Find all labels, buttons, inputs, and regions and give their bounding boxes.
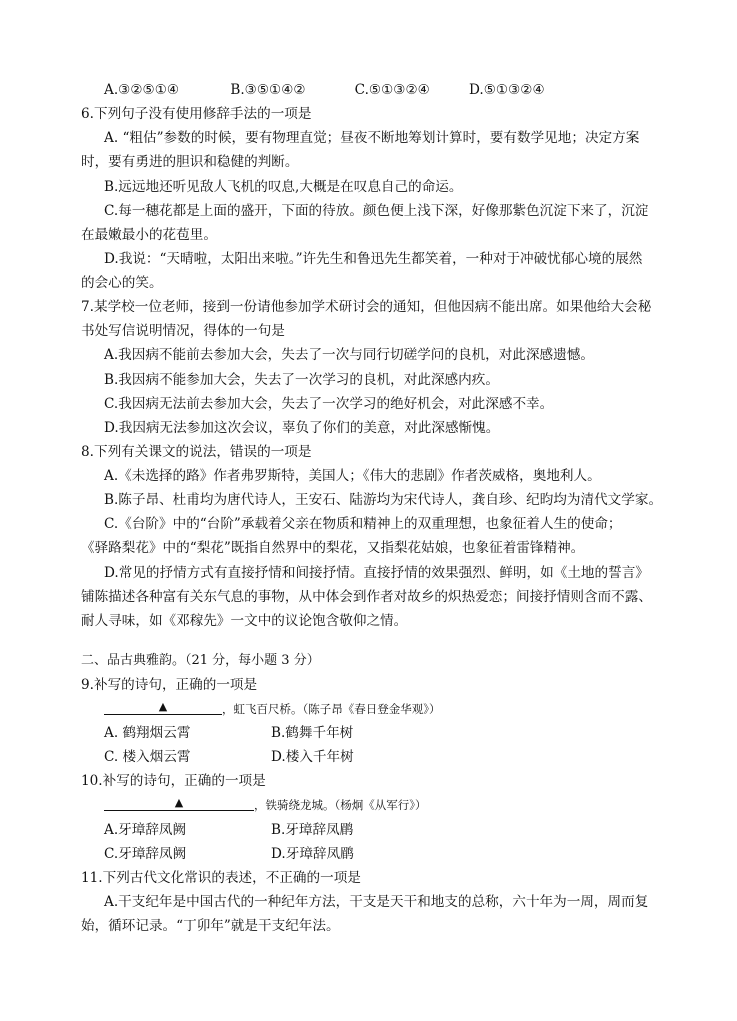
q9-options-row2 xyxy=(104,747,354,767)
q6-option-a-line2: 时，要有勇进的胆识和稳健的判断。 xyxy=(81,154,299,170)
section-2-heading: 二、品古典雅韵。（21 分，每小题 3 分） xyxy=(81,653,320,668)
q7-stem-line2: 书处写信说明情况，得体的一句是 xyxy=(81,323,285,339)
q10-options-row2 xyxy=(104,844,354,864)
q9-options-row1 xyxy=(104,723,353,743)
q8-option-c-line2: 《驿路梨花》中的“梨花”既指自然界中的梨花，又指梨花姑娘，也象征着雷锋精神。 xyxy=(81,540,585,556)
q10-stem: 10.补写的诗句，正确的一项是 xyxy=(81,773,266,789)
q5-option-d: D.⑤①③②④ xyxy=(468,82,545,98)
q10-blank-marker: ▲ xyxy=(174,796,184,809)
q7-option-c: C.我因病无法前去参加大会，失去了一次学习的绝好机会，对此深感不幸。 xyxy=(104,396,554,412)
q10-verse-tail: ，铁骑绕龙城。（杨炯《从军行》） xyxy=(254,798,427,812)
q8-option-d-line1: D.常见的抒情方式有直接抒情和间接抒情。直接抒情的效果强烈、鲜明，如《土地的誓言》 xyxy=(104,565,649,581)
q7-stem-line1: 7.某学校一位老师，接到一份请他参加学术研讨会的通知，但他因病不能出席。如果他给大会秘 xyxy=(81,299,652,315)
q6-option-a-line1: A. “粗估”参数的时候，要有物理直觉；昼夜不断地筹划计算时，要有数学见地；决定方案 xyxy=(104,130,640,146)
q11-option-a-line2: 始，循环记录。“丁卯年”就是干支纪年法。 xyxy=(81,918,340,934)
q10-options-row1 xyxy=(104,820,353,840)
q9-blank-marker: ▲ xyxy=(158,700,168,713)
q10-option-a: A.牙璋辞凤阙 xyxy=(104,822,187,838)
q11-stem: 11.下列古代文化常识的表述，不正确的一项是 xyxy=(81,870,361,886)
q5-option-c: C.⑤①③②④ xyxy=(354,82,430,98)
q7-option-b: B.我因病不能参加大会，失去了一次学习的良机，对此深感内疚。 xyxy=(104,372,499,388)
q8-option-a: A.《未选择的路》作者弗罗斯特，美国人；《伟大的悲剧》作者茨威格，奥地利人。 xyxy=(104,468,601,484)
q10-option-c: C.牙璋辞凤阙 xyxy=(104,846,187,862)
q10-option-b: B.牙璋辞凤鹛 xyxy=(271,822,354,838)
q9-stem: 9.补写的诗句，正确的一项是 xyxy=(81,677,258,693)
q10-answer-blank xyxy=(104,796,254,811)
q8-option-c-line1: C.《台阶》中的“台阶”承载着父亲在物质和精神上的双重理想，也象征着人生的使命； xyxy=(104,516,622,532)
q10-fill-line xyxy=(104,795,427,815)
q11-option-a-line1: A.干支纪年是中国古代的一种纪年方法，干支是天干和地支的总称，六十年为一周，周而复 xyxy=(104,894,649,910)
q8-option-b: B.陈子昂、杜甫均为唐代诗人，王安石、陆游均为宋代诗人，龚自珍、纪昀均为清代文学家。 xyxy=(104,492,663,508)
q9-option-c: C. 楼入烟云霄 xyxy=(104,749,191,765)
q6-option-b: B.远远地还听见敌人飞机的叹息,大概是在叹息自己的命运。 xyxy=(104,179,463,195)
q8-stem: 8.下列有关课文的说法，错误的一项是 xyxy=(81,444,312,460)
q6-stem: 6.下列句子没有使用修辞手法的一项是 xyxy=(81,106,312,122)
q9-option-a: A. 鹤翔烟云霄 xyxy=(104,725,191,741)
q5-options xyxy=(104,80,545,100)
q6-option-d-line2: 的会心的笑。 xyxy=(81,275,163,291)
q6-option-c-line2: 在最嫩最小的花苞里。 xyxy=(81,227,217,243)
q7-option-d: D.我因病无法参加这次会议，辜负了你们的美意，对此深感惭愧。 xyxy=(104,420,500,436)
q7-option-a: A.我因病不能前去参加大会，失去了一次与同行切磋学问的良机，对此深感遗憾。 xyxy=(104,347,594,363)
q5-option-a: A.③②⑤①④ xyxy=(104,82,180,98)
q9-option-b: B.鹤舞千年树 xyxy=(271,725,354,741)
q5-option-b: B.③⑤①④② xyxy=(230,82,306,98)
q9-fill-line xyxy=(104,699,441,719)
q8-option-d-line3: 耐人寻味，如《邓稼先》一文中的议论饱含敬仰之情。 xyxy=(81,613,408,629)
q6-option-c-line1: C.每一穗花都是上面的盛开，下面的待放。颜色便上浅下深，好像那紫色沉淀下来了，沉淀 xyxy=(104,203,649,219)
q9-answer-blank xyxy=(104,700,222,715)
q6-option-d-line1: D.我说：“天晴啦，太阳出来啦。”许先生和鲁迅先生都笑着，一种对于冲破忧郁心境的展然 xyxy=(104,251,643,267)
q9-option-d: D.楼入千年树 xyxy=(271,749,354,765)
q9-verse-tail: ，虹飞百尺桥。（陈子昂《春日登金华观》） xyxy=(222,702,441,716)
q8-option-d-line2: 铺陈描述各种富有关东气息的事物，从中体会到作者对故乡的炽热爱恋；间接抒情则含而不露、 xyxy=(81,589,652,605)
q10-option-d: D.牙璋辞凤鹛 xyxy=(271,846,354,862)
